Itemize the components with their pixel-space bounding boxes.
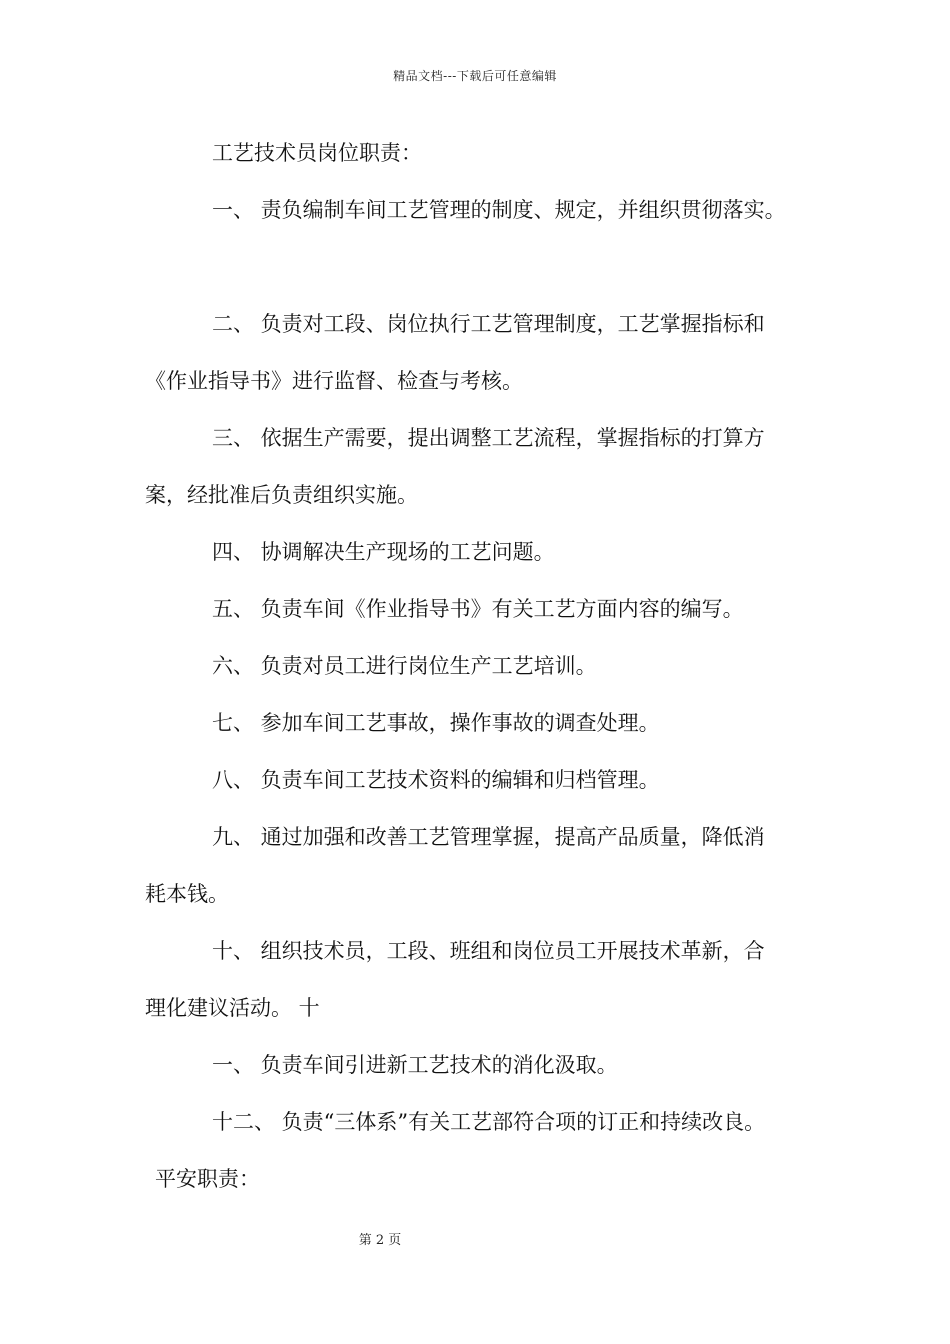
duty-item-12: 十二、 负责“三体系”有关工艺部符合项的订正和持续改良。 [212,1110,766,1134]
duty-item-3-line-1: 三、 依据生产需要，提出调整工艺流程，掌握指标的打算方 [212,426,765,450]
duty-item-1: 一、 责负编制车间工艺管理的制度、规定，并组织贯彻落实。 [212,198,786,222]
duty-item-10-line-1: 十、 组织技术员，工段、班组和岗位员工开展技术革新，合 [212,939,765,963]
safety-duties-heading: 平安职责： [155,1167,260,1191]
duty-item-3-line-2: 案，经批准后负责组织实施。 [145,483,418,507]
duty-item-8: 八、 负责车间工艺技术资料的编辑和归档管理。 [212,768,660,792]
duty-item-10-line-2: 理化建议活动。 十 [145,996,320,1020]
duty-item-4: 四、 协调解决生产现场的工艺问题。 [212,540,555,564]
duty-item-9-line-2: 耗本钱。 [145,882,229,906]
page-header: 精品文档---下载后可任意编辑 [393,69,557,83]
duty-item-6: 六、 负责对员工进行岗位生产工艺培训。 [212,654,597,678]
page-number: 第 2 页 [358,1233,402,1248]
duty-item-2-line-1: 二、 负责对工段、岗位执行工艺管理制度，工艺掌握指标和 [212,312,765,336]
duty-item-2-line-2: 《作业指导书》进行监督、检查与考核。 [145,369,523,393]
duty-item-11: 一、 负责车间引进新工艺技术的消化汲取。 [212,1053,618,1077]
duty-item-5: 五、 负责车间《作业指导书》有关工艺方面内容的编写。 [212,597,744,621]
duty-item-9-line-1: 九、 通过加强和改善工艺管理掌握，提高产品质量，降低消 [212,825,765,849]
section-title: 工艺技术员岗位职责： [212,141,422,165]
duty-item-7: 七、 参加车间工艺事故，操作事故的调查处理。 [212,711,660,735]
